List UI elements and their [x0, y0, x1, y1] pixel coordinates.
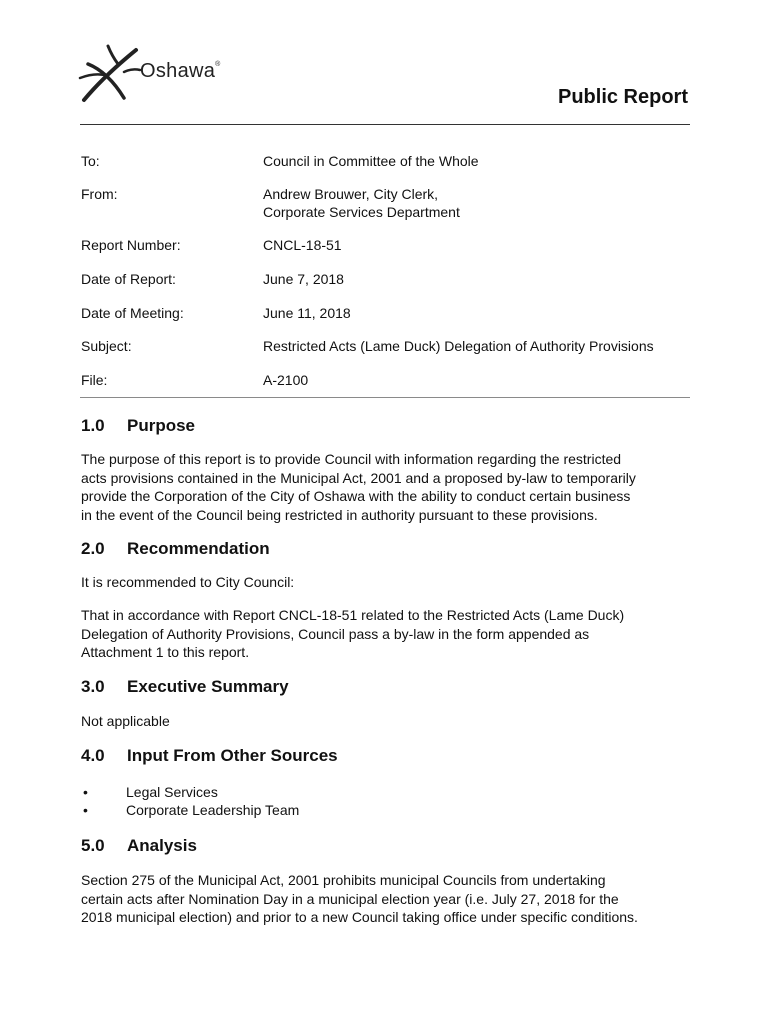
paragraph-line: That in accordance with Report CNCL-18-51 related to the Restricted Acts (Lame Duck) [81, 607, 625, 623]
meta-value: Council in Committee of the Whole [263, 153, 479, 169]
paragraph [81, 871, 691, 927]
meta-value: June 11, 2018 [263, 305, 351, 321]
paragraph [81, 450, 691, 524]
paragraph-line: in the event of the Council being restricted in authority pursuant to these provisions. [81, 506, 598, 523]
paragraph-line: Delegation of Authority Provisions, Council pass a by-law in the form appended as [81, 625, 590, 642]
meta-label: From: [81, 186, 118, 202]
oshawa-logo [78, 42, 258, 106]
paragraph-line: acts provisions contained in the Municipal Act, 2001 and a proposed by-law to temporarily [81, 469, 636, 486]
section-title: Executive Summary [127, 677, 289, 696]
meta-label: Report Number: [81, 237, 181, 253]
meta-label: File: [81, 372, 108, 388]
meta-value: Restricted Acts (Lame Duck) Delegation of Authority Provisions [263, 338, 654, 354]
meta-value: Andrew Brouwer, City Clerk, [263, 186, 439, 202]
paragraph [81, 712, 691, 731]
header-divider [80, 124, 690, 125]
list-item-text: Legal Services [126, 784, 218, 800]
section-title: Analysis [127, 836, 197, 855]
section-number: 2.0 [81, 539, 105, 558]
meta-divider [80, 397, 690, 398]
paragraph-line: It is recommended to City Council: [81, 574, 295, 590]
list-item-text: Corporate Leadership Team [126, 802, 300, 818]
paragraph-line: Attachment 1 to this report. [81, 644, 250, 660]
meta-label: Date of Meeting: [81, 305, 184, 321]
paragraph-line: certain acts after Nomination Day in a municipal election year (i.e. July 27, 2018 for the [81, 890, 619, 907]
meta-label: To: [81, 153, 100, 169]
meta-value: A-2100 [263, 372, 309, 388]
paragraph [81, 573, 691, 592]
paragraph-line: 2018 municipal election) and prior to a new Council taking office under specific conditions. [81, 909, 638, 925]
oshawa-logo-mark-icon [78, 42, 142, 106]
report-type-title: Public Report [557, 86, 688, 108]
paragraph-line: Not applicable [81, 713, 170, 729]
section-number: 3.0 [81, 677, 105, 696]
paragraph-line: The purpose of this report is to provide Council with information regarding the restricted [81, 451, 622, 467]
section-number: 1.0 [81, 416, 105, 435]
bullet-icon: • [83, 802, 88, 818]
paragraph-line: Section 275 of the Municipal Act, 2001 prohibits municipal Councils from undertaking [81, 872, 606, 888]
bullet-icon: • [83, 784, 88, 800]
section-title: Purpose [127, 416, 196, 435]
meta-value: CNCL-18-51 [263, 237, 342, 253]
section-title: Input From Other Sources [127, 746, 338, 765]
meta-value: Corporate Services Department [263, 204, 460, 220]
paragraph [81, 606, 691, 662]
meta-label: Date of Report: [81, 271, 176, 287]
section-title: Recommendation [127, 539, 270, 558]
logo-wordmark: Oshawa® [140, 60, 221, 82]
meta-label: Subject: [81, 338, 132, 354]
paragraph-line: provide the Corporation of the City of Oshawa with the ability to conduct certain business [81, 488, 631, 504]
section-number: 4.0 [81, 746, 105, 765]
meta-value: June 7, 2018 [263, 271, 344, 287]
section-number: 5.0 [81, 836, 105, 855]
